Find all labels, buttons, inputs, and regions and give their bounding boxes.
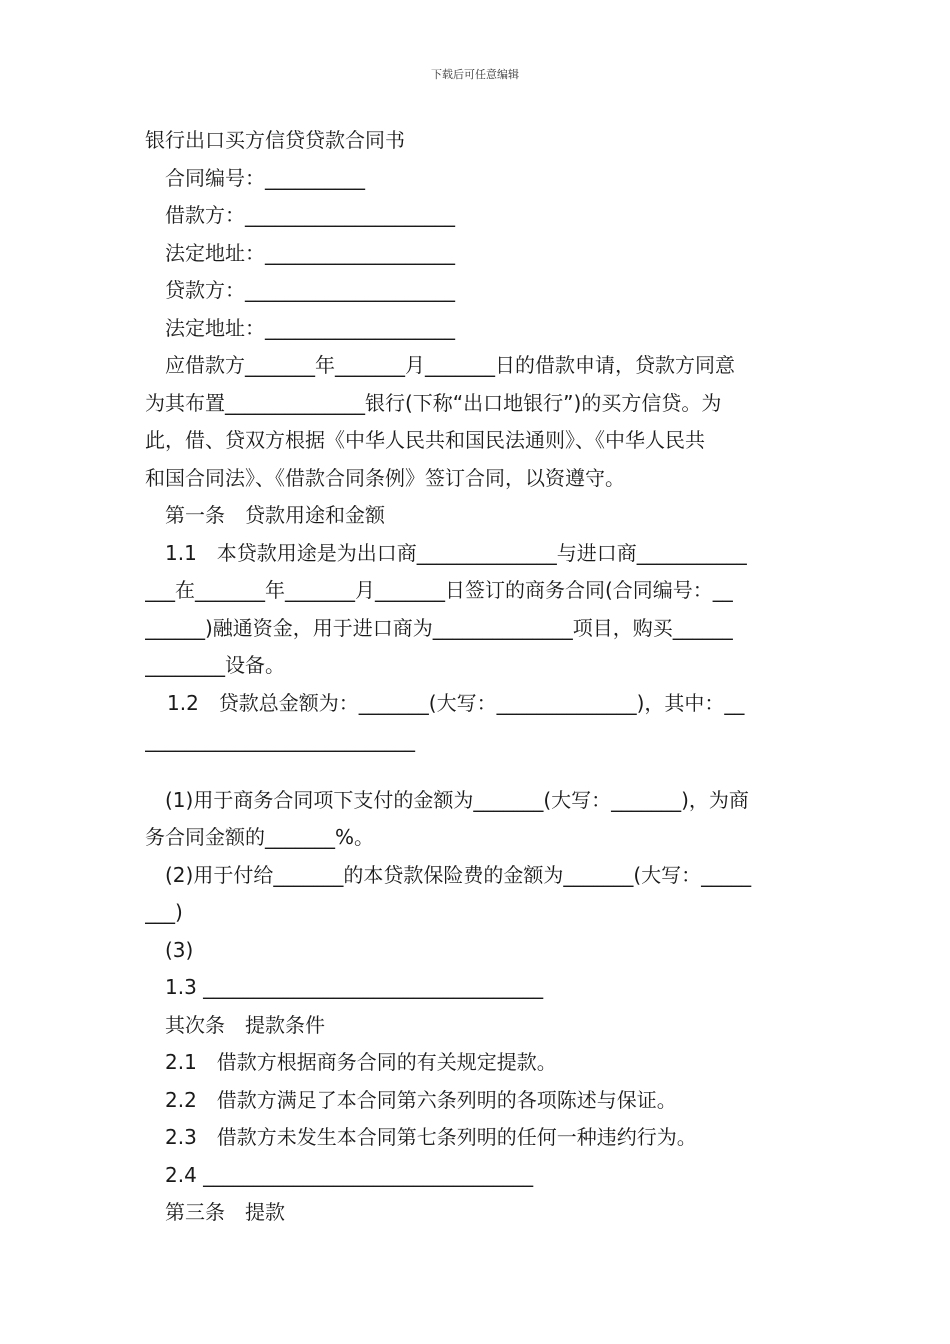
clause-1-1 bbox=[145, 535, 807, 685]
article-2-heading: 其次条 提款条件 bbox=[165, 1012, 325, 1037]
intro-line: 此，借、贷双方根据《中华人民共和国民法通则》、《中华人民共 bbox=[145, 428, 705, 452]
clause-2-2: 2.2 借款方满足了本合同第六条列明的各项陈述与保证。 bbox=[165, 1087, 677, 1112]
document-title: 银行出口买方信贷贷款合同书 bbox=[145, 128, 405, 152]
lender-field: 贷款方：_____________________ bbox=[165, 278, 455, 302]
clause-line: ___________________________ bbox=[145, 728, 415, 752]
clause-line: 1.2 贷款总金额为：_______(大写：______________)，其中：__ bbox=[167, 690, 745, 715]
intro-line: 应借款方_______年_______月_______日的借款申请，贷款方同意 bbox=[165, 353, 735, 377]
lender-address-field: 法定地址：___________________ bbox=[165, 315, 455, 340]
intro-line: 为其布置______________银行(下称“出口地银行”)的买方信贷。为 bbox=[145, 390, 722, 415]
clause-2-1: 2.1 借款方根据商务合同的有关规定提款。 bbox=[165, 1050, 557, 1074]
clause-line: ______)融通资金，用于进口商为______________项目，购买______ bbox=[145, 615, 733, 640]
borrower-field: 借款方：_____________________ bbox=[165, 203, 455, 227]
clause-1-2 bbox=[145, 685, 807, 760]
clause-2-4: 2.4 _________________________________ bbox=[165, 1162, 534, 1187]
borrower-address-field: 法定地址：___________________ bbox=[165, 240, 455, 265]
clause-line: ________设备。 bbox=[145, 653, 285, 677]
clause-line: (1)用于商务合同项下支付的金额为_______(大写：_______)，为商 bbox=[165, 787, 749, 812]
clause-1-3: 1.3 __________________________________ bbox=[165, 975, 544, 999]
clause-item-1 bbox=[145, 782, 807, 857]
contract-number-field: 合同编号：__________ bbox=[165, 165, 365, 190]
intro-line: 和国合同法》、《借款合同条例》签订合同，以资遵守。 bbox=[145, 465, 625, 490]
clause-line: 1.1 本贷款用途是为出口商______________与进口商___________ bbox=[165, 540, 747, 565]
clause-line: ___) bbox=[145, 900, 183, 924]
page-header: 下载后可任意编辑 bbox=[431, 68, 519, 81]
article-1-heading: 第一条 贷款用途和金额 bbox=[165, 503, 385, 527]
clause-item-3: (3) bbox=[165, 937, 194, 962]
article-3-heading: 第三条 提款 bbox=[165, 1200, 285, 1224]
clause-item-2 bbox=[145, 857, 807, 932]
clause-2-3: 2.3 借款方未发生本合同第七条列明的任何一种违约行为。 bbox=[165, 1125, 697, 1149]
intro-paragraph bbox=[145, 347, 807, 497]
clause-line: ___在_______年_______月_______日签订的商务合同(合同编号：__ bbox=[145, 578, 733, 602]
clause-line: (2)用于付给_______的本贷款保险费的金额为_______(大写：_____ bbox=[165, 862, 752, 887]
document-body bbox=[145, 122, 807, 1232]
paragraph-spacer bbox=[145, 760, 807, 782]
clause-line: 务合同金额的_______%。 bbox=[145, 825, 375, 849]
